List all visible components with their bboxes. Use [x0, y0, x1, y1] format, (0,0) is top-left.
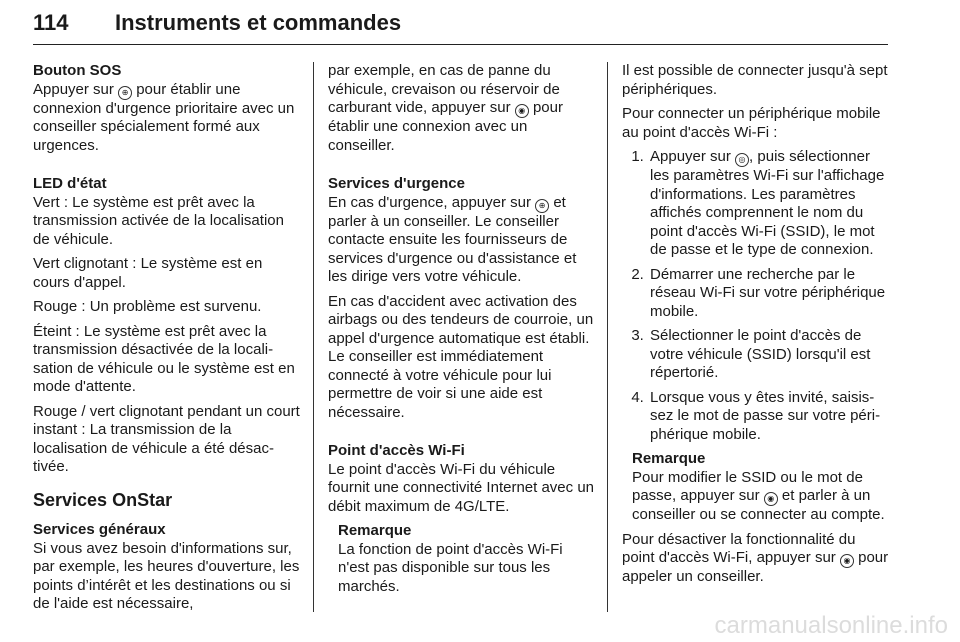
text: Pour modifier le SSID ou le mot de passe, appuyer sur — [632, 468, 863, 504]
list-item: 2. Démarrer une recherche par le réseau Wi-Fi sur votre périphérique mobile. — [648, 266, 890, 322]
general-services-heading: Services généraux — [33, 521, 166, 538]
led-red: Rouge : Un problème est survenu. — [33, 298, 262, 315]
column-1 — [33, 62, 303, 620]
spacer — [328, 161, 596, 175]
text: pour établir une connexion d'urgence prioritaire avec un conseiller spécialement formé aux urgences. — [33, 80, 295, 154]
text: par exemple, en cas de panne du véhicule, crevaison ou réservoir de carburant vide, appuyer sur — [328, 62, 560, 116]
intro-text: Pour connecter un périphérique mobile au point d'accès Wi-Fi : — [622, 105, 881, 141]
wifi-heading: Point d'accès Wi-Fi — [328, 442, 465, 459]
section-heading: Services OnStar — [33, 489, 173, 510]
accident-text: En cas d'accident avec activation des airbags ou des tendeurs de courroie, un appel d'urgence automatique est établi. Le conseiller est immédiatement connecté à votre véhicule pour lui permettre de voir si une aide est nécessaire. — [328, 292, 594, 421]
column-divider — [607, 62, 608, 612]
note-heading: Remarque — [338, 522, 412, 539]
led-heading: LED d'état — [33, 175, 107, 192]
text: et parler à un conseiller. Le conseiller contacte ensuite les fournisseurs de services d'urgence ou d'assistance et les dirige vers votre véhicule. — [328, 193, 577, 285]
note-box — [632, 450, 890, 525]
emergency-heading: Services d'urgence — [328, 175, 465, 192]
text: pour établir une connexion avec un conseiller. — [328, 99, 563, 154]
list-item: 3. Sélectionner le point d'accès de votre véhicule (SSID) lorsqu'il est répertorié. — [648, 327, 890, 383]
page-number: 114 — [33, 10, 69, 35]
list-item: 4. Lorsque vous y êtes invité, saisissez le mot de passe sur votre périphérique mobile. — [648, 389, 890, 445]
emergency-text — [328, 194, 596, 287]
sos-paragraph — [33, 81, 303, 156]
steps-list — [622, 148, 890, 444]
note-text — [632, 469, 890, 525]
led-red-green: Rouge / vert clignotant pendant un court instant : La transmission de la localisation de véhicule a été désactivée. — [33, 402, 300, 475]
sos-heading: Bouton SOS — [33, 62, 122, 79]
note-heading: Remarque — [632, 450, 706, 467]
note-box — [338, 522, 596, 596]
text: , puis sélectionner les paramètres Wi-Fi sur l'affichage d'informations. Les paramètres affichés comprennent le nom du point d'accès Wi-Fi (SSID), le mot de passe et le type de connexion. — [650, 148, 885, 258]
text: et parler à un conseiller ou se connecter au compte. — [632, 487, 885, 523]
column-2 — [328, 62, 596, 602]
onstar-button-icon: ◉ — [764, 492, 778, 506]
onstar-button-icon: ◉ — [515, 104, 529, 118]
general-services-text: Si vous avez besoin d'informations sur, par exemple, les heures d'ouverture, les points d’intérêt et les destinations ou si de l'aide est nécessaire, — [33, 539, 300, 612]
wifi-settings-icon: ◎ — [735, 153, 749, 167]
page-title: Instruments et commandes — [115, 10, 402, 35]
column-3 — [622, 62, 890, 593]
watermark: carmanualsonline.info — [714, 612, 948, 639]
list-item — [648, 148, 890, 260]
spacer — [33, 161, 303, 175]
led-green-blink: Vert clignotant : Le système est en cours d'appel. — [33, 255, 263, 291]
text: Pour désactiver la fonctionnalité du point d'accès Wi-Fi, appuyer sur — [622, 530, 856, 566]
sos-button-icon: ⊕ — [118, 86, 132, 100]
continued-paragraph — [328, 62, 596, 155]
spacer — [328, 428, 596, 442]
intro-text: Il est possible de connecter jusqu'à sept périphériques. — [622, 62, 888, 98]
wifi-text: Le point d'accès Wi-Fi du véhicule fournit une connectivité Internet avec un débit maximum de 4G/LTE. — [328, 460, 595, 515]
note-text: La fonction de point d'accès Wi-Fi n'est pas disponible sur tous les marchés. — [338, 540, 563, 595]
text: En cas d'urgence, appuyer sur — [328, 193, 536, 211]
deactivate-text — [622, 531, 890, 587]
text: Appuyer sur — [33, 80, 119, 98]
led-green: Vert : Le système est prêt avec la transmission activée de la localisation de véhicule. — [33, 193, 284, 248]
text: Appuyer sur — [650, 148, 736, 165]
sos-button-icon: ⊕ — [535, 199, 549, 213]
page-header — [33, 6, 888, 45]
text: pour appeler un conseiller. — [622, 549, 889, 585]
led-off: Éteint : Le système est prêt avec la transmission désactivée de la localisation de véhicule ou le système est en mode d'attente. — [33, 322, 295, 395]
column-divider — [313, 62, 314, 612]
onstar-button-icon: ◉ — [840, 554, 854, 568]
